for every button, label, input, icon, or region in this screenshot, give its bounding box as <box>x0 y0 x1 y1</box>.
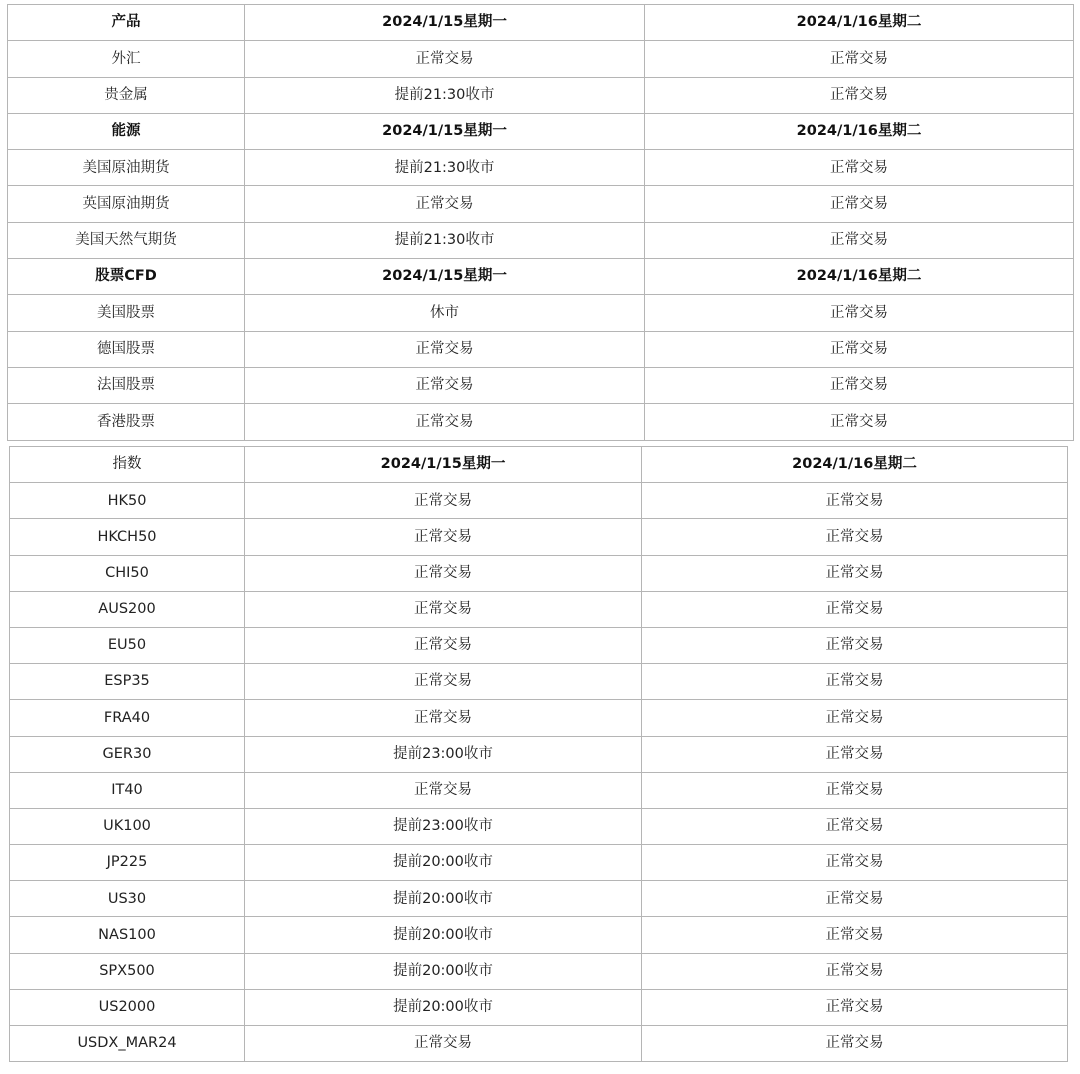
table-row <box>8 367 1074 403</box>
date-1-status-cell: 正常交易 <box>245 664 642 700</box>
table-row <box>10 881 1068 917</box>
date-1-status-cell: 正常交易 <box>245 519 642 555</box>
product-cell: 德国股票 <box>8 331 245 367</box>
date-1-status-cell: 提前20:00收市 <box>245 953 642 989</box>
product-cell: 美国天然气期货 <box>8 222 245 258</box>
table-header-row <box>10 447 1068 483</box>
date-2-status-cell: 正常交易 <box>642 772 1068 808</box>
table-row <box>10 483 1068 519</box>
date-2-status-cell: 正常交易 <box>645 41 1074 77</box>
date-1-status-cell: 正常交易 <box>245 700 642 736</box>
date-2-header-cell: 2024/1/16星期二 <box>645 259 1074 295</box>
date-2-status-cell: 正常交易 <box>642 845 1068 881</box>
date-2-status-cell: 正常交易 <box>642 736 1068 772</box>
table-row <box>10 953 1068 989</box>
date-1-status-cell: 正常交易 <box>245 627 642 663</box>
date-2-status-cell: 正常交易 <box>642 989 1068 1025</box>
table-row <box>10 627 1068 663</box>
date-1-header-cell: 2024/1/15星期一 <box>245 447 642 483</box>
date-2-header-cell: 2024/1/16星期二 <box>645 5 1074 41</box>
table-row <box>8 295 1074 331</box>
date-1-status-cell: 正常交易 <box>245 591 642 627</box>
date-1-header-cell: 2024/1/15星期一 <box>245 113 645 149</box>
table-row <box>10 1026 1068 1062</box>
date-1-status-cell: 正常交易 <box>245 555 642 591</box>
category-header-cell: 能源 <box>8 113 245 149</box>
date-2-status-cell: 正常交易 <box>642 664 1068 700</box>
table-row <box>8 186 1074 222</box>
product-cell: US2000 <box>10 989 245 1025</box>
product-cell: 外汇 <box>8 41 245 77</box>
product-cell: US30 <box>10 881 245 917</box>
table-row <box>10 700 1068 736</box>
date-1-status-cell: 正常交易 <box>245 772 642 808</box>
date-1-status-cell: 提前20:00收市 <box>245 845 642 881</box>
product-cell: HK50 <box>10 483 245 519</box>
table-row <box>10 664 1068 700</box>
table-row <box>10 519 1068 555</box>
date-2-status-cell: 正常交易 <box>645 150 1074 186</box>
date-2-status-cell: 正常交易 <box>645 404 1074 440</box>
date-2-status-cell: 正常交易 <box>642 808 1068 844</box>
date-2-status-cell: 正常交易 <box>645 331 1074 367</box>
product-cell: 贵金属 <box>8 77 245 113</box>
date-1-status-cell: 提前21:30收市 <box>245 77 645 113</box>
product-cell: 英国原油期货 <box>8 186 245 222</box>
date-1-status-cell: 正常交易 <box>245 186 645 222</box>
trading-schedule-table-products <box>7 4 1074 441</box>
date-1-status-cell: 休市 <box>245 295 645 331</box>
table-row <box>10 736 1068 772</box>
date-2-status-cell: 正常交易 <box>642 953 1068 989</box>
table-row <box>10 591 1068 627</box>
date-2-header-cell: 2024/1/16星期二 <box>645 113 1074 149</box>
product-cell: GER30 <box>10 736 245 772</box>
product-cell: USDX_MAR24 <box>10 1026 245 1062</box>
category-header-cell: 产品 <box>8 5 245 41</box>
table-row <box>10 845 1068 881</box>
date-1-status-cell: 提前23:00收市 <box>245 736 642 772</box>
date-1-status-cell: 正常交易 <box>245 367 645 403</box>
date-2-status-cell: 正常交易 <box>645 367 1074 403</box>
date-2-status-cell: 正常交易 <box>642 591 1068 627</box>
category-header-cell: 指数 <box>10 447 245 483</box>
product-cell: 法国股票 <box>8 367 245 403</box>
product-cell: ESP35 <box>10 664 245 700</box>
date-1-status-cell: 正常交易 <box>245 41 645 77</box>
table-row <box>8 77 1074 113</box>
date-1-status-cell: 提前21:30收市 <box>245 150 645 186</box>
table-row <box>8 41 1074 77</box>
product-cell: 美国股票 <box>8 295 245 331</box>
table-row <box>8 222 1074 258</box>
date-2-status-cell: 正常交易 <box>645 295 1074 331</box>
product-cell: IT40 <box>10 772 245 808</box>
date-1-status-cell: 提前23:00收市 <box>245 808 642 844</box>
table-header-row <box>8 113 1074 149</box>
product-cell: 香港股票 <box>8 404 245 440</box>
date-1-header-cell: 2024/1/15星期一 <box>245 5 645 41</box>
product-cell: EU50 <box>10 627 245 663</box>
table-row <box>8 331 1074 367</box>
table-header-row <box>8 5 1074 41</box>
table-row <box>8 404 1074 440</box>
product-cell: UK100 <box>10 808 245 844</box>
product-cell: CHI50 <box>10 555 245 591</box>
table-row <box>10 555 1068 591</box>
date-1-status-cell: 提前21:30收市 <box>245 222 645 258</box>
date-2-status-cell: 正常交易 <box>642 555 1068 591</box>
date-2-status-cell: 正常交易 <box>642 917 1068 953</box>
date-2-status-cell: 正常交易 <box>645 77 1074 113</box>
table-row <box>10 772 1068 808</box>
product-cell: 美国原油期货 <box>8 150 245 186</box>
date-1-status-cell: 正常交易 <box>245 483 642 519</box>
product-cell: NAS100 <box>10 917 245 953</box>
date-1-status-cell: 提前20:00收市 <box>245 881 642 917</box>
trading-schedule-table-indices <box>9 446 1068 1062</box>
date-1-status-cell: 正常交易 <box>245 331 645 367</box>
date-2-status-cell: 正常交易 <box>642 1026 1068 1062</box>
date-1-status-cell: 正常交易 <box>245 404 645 440</box>
product-cell: JP225 <box>10 845 245 881</box>
date-2-status-cell: 正常交易 <box>645 222 1074 258</box>
category-header-cell: 股票CFD <box>8 259 245 295</box>
date-2-status-cell: 正常交易 <box>642 881 1068 917</box>
date-1-status-cell: 提前20:00收市 <box>245 917 642 953</box>
date-1-status-cell: 正常交易 <box>245 1026 642 1062</box>
date-2-status-cell: 正常交易 <box>642 483 1068 519</box>
date-2-status-cell: 正常交易 <box>642 519 1068 555</box>
product-cell: HKCH50 <box>10 519 245 555</box>
table-row <box>10 917 1068 953</box>
date-2-status-cell: 正常交易 <box>642 700 1068 736</box>
table-row <box>10 808 1068 844</box>
product-cell: AUS200 <box>10 591 245 627</box>
date-2-status-cell: 正常交易 <box>642 627 1068 663</box>
date-2-header-cell: 2024/1/16星期二 <box>642 447 1068 483</box>
table-row <box>10 989 1068 1025</box>
date-2-status-cell: 正常交易 <box>645 186 1074 222</box>
date-1-header-cell: 2024/1/15星期一 <box>245 259 645 295</box>
table-header-row <box>8 259 1074 295</box>
date-1-status-cell: 提前20:00收市 <box>245 989 642 1025</box>
product-cell: FRA40 <box>10 700 245 736</box>
table-row <box>8 150 1074 186</box>
product-cell: SPX500 <box>10 953 245 989</box>
